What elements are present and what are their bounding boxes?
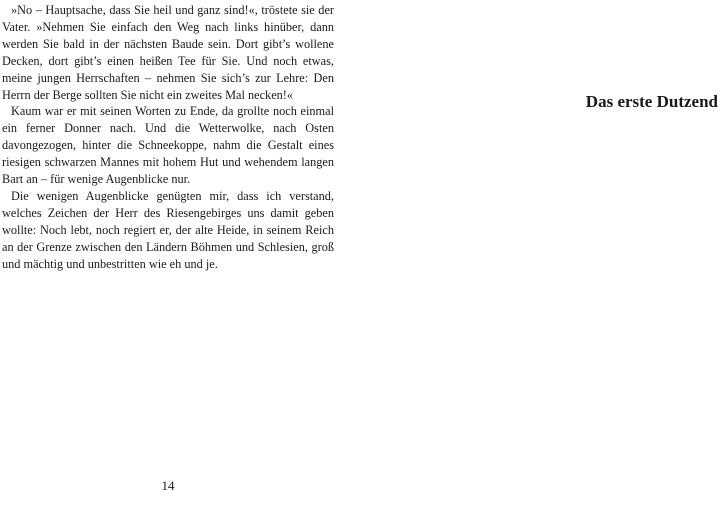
right-page [360,0,720,519]
body-text [2,2,334,273]
chapter-title: Das erste Dutzend [585,92,718,111]
paragraph-1: »No – Hauptsache, dass Sie heil und ganz sind!«, tröstete sie der Vater. »Nehmen Sie einfach den Weg nach links hinüber, dann werden Sie bald in der nächsten Baude sein. Dort gibt’s wollene Decken, dort gibt’s einen heißen Tee für Sie. Und noch etwas, meine jungen Herrschaften – nehmen Sie sich’s zur Lehre: Den Herrn der Berge sollten Sie nicht ein zweites Mal necken!« [2,3,334,102]
left-page [0,0,336,519]
page-number: 14 [161,478,175,493]
paragraph-2: Kaum war er mit seinen Worten zu Ende, da grollte noch einmal ein ferner Donner nach. Und die Wetterwolke, nach Osten davongezogen, hinter die Schneekoppe, nahm die Gestalt eines riesigen schwarzen Mannes mit hohem Hut und wehendem langen Bart an – für wenige Augenblicke nur. [2,104,334,187]
paragraph-3: Die wenigen Augenblicke genügten mir, dass ich verstand, welches Zeichen der Herr des Riesengebirges uns damit geben wollte: Noch lebt, noch regiert er, der alte Heide, in seinem Reich an der Grenze zwischen den Ländern Böhmen und Schlesien, groß und mächtig und unbestritten wie eh und je. [2,188,334,271]
